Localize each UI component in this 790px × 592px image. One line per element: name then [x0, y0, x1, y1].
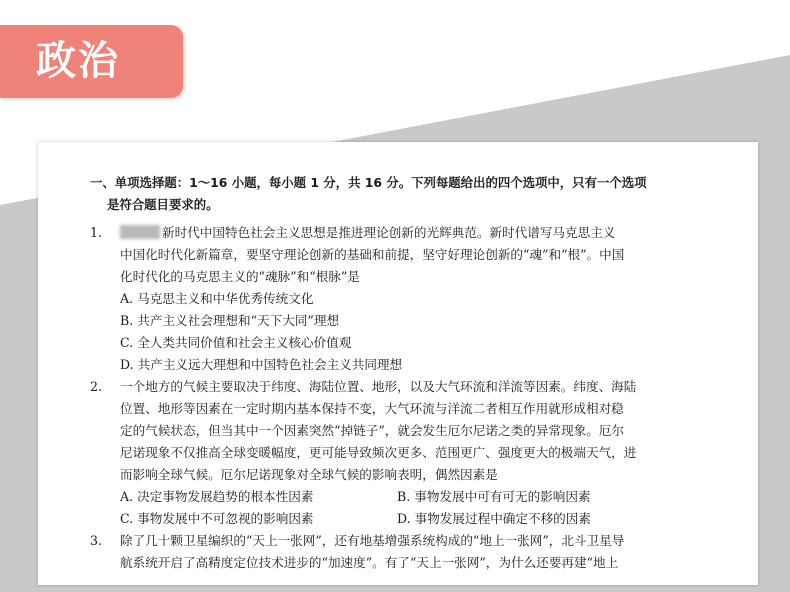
exam-paper: [38, 142, 758, 585]
question-2-option-a: A. 决定事物发展趋势的根本性因素: [120, 489, 314, 504]
section-heading-line-1: 一、单项选择题：1～16 小题，每小题 1 分，共 16 分。下列每题给出的四个选项中，只有一个选项: [90, 175, 647, 190]
question-1-line-3: 化时代化的马克思主义的“魂脉”和“根脉”是: [120, 269, 360, 284]
subject-title: 政治: [36, 38, 120, 84]
question-1-line-1: 1. 新时代中国特色社会主义思想是推进理论创新的光辉典范。新时代谱写马克思主义: [90, 222, 702, 244]
question-number: 2.: [90, 379, 103, 394]
question-2-option-c: C. 事物发展中不可忽视的影响因素: [120, 511, 314, 526]
question-1-option-d: D. 共产主义远大理想和中国特色社会主义共同理想: [120, 357, 403, 372]
question-2-option-d: D. 事物发展过程中确定不移的因素: [397, 511, 591, 526]
question-3-line-2: 航系统开启了高精度定位技术进步的“加速度”。有了“天上一张网”，为什么还要再建“地上: [120, 555, 619, 570]
question-1-option-b: B. 共产主义社会理想和“天下大同”理想: [120, 313, 340, 328]
redacted-text: [120, 225, 160, 239]
question-2-options-row-2: [90, 508, 702, 530]
question-3-line-1: 3. 除了几十颗卫星编织的“天上一张网”，还有地基增强系统构成的“地上一张网”，北斗卫星导: [90, 530, 702, 552]
question-number: 3.: [90, 533, 103, 548]
question-2-line-4: 尼诺现象不仅推高全球变暖幅度，更可能导致频次更多、范围更广、强度更大的极端天气，进: [120, 445, 637, 460]
section-heading-line-2: 是符合题目要求的。: [107, 197, 219, 212]
question-number: 1.: [90, 225, 103, 240]
question-2-line-1: 2. 一个地方的气候主要取决于纬度、海陆位置、地形，以及大气环流和洋流等因素。纬度、海陆: [90, 376, 702, 398]
subject-banner: [0, 25, 183, 98]
question-1-option-a: A. 马克思主义和中华优秀传统文化: [120, 291, 314, 306]
exam-content: [90, 172, 702, 574]
question-2-option-b: B. 事物发展中可有可无的影响因素: [397, 489, 591, 504]
question-2-line-2: 位置、地形等因素在一定时期内基本保持不变，大气环流与洋流二者相互作用就形成相对稳: [120, 401, 624, 416]
question-2-line-5: 而影响全球气候。厄尔尼诺现象对全球气候的影响表明，偶然因素是: [120, 467, 498, 482]
question-2-line-3: 定的气候状态，但当其中一个因素突然“掉链子”，就会发生厄尔尼诺之类的异常现象。厄尔: [120, 423, 625, 438]
question-1-line-2: 中国化时代化新篇章，要坚守理论创新的基础和前提，坚守好理论创新的“魂”和“根”。中国: [120, 247, 625, 262]
question-2-options-row-1: [90, 486, 702, 508]
question-1-option-c: C. 全人类共同价值和社会主义核心价值观: [120, 335, 352, 350]
